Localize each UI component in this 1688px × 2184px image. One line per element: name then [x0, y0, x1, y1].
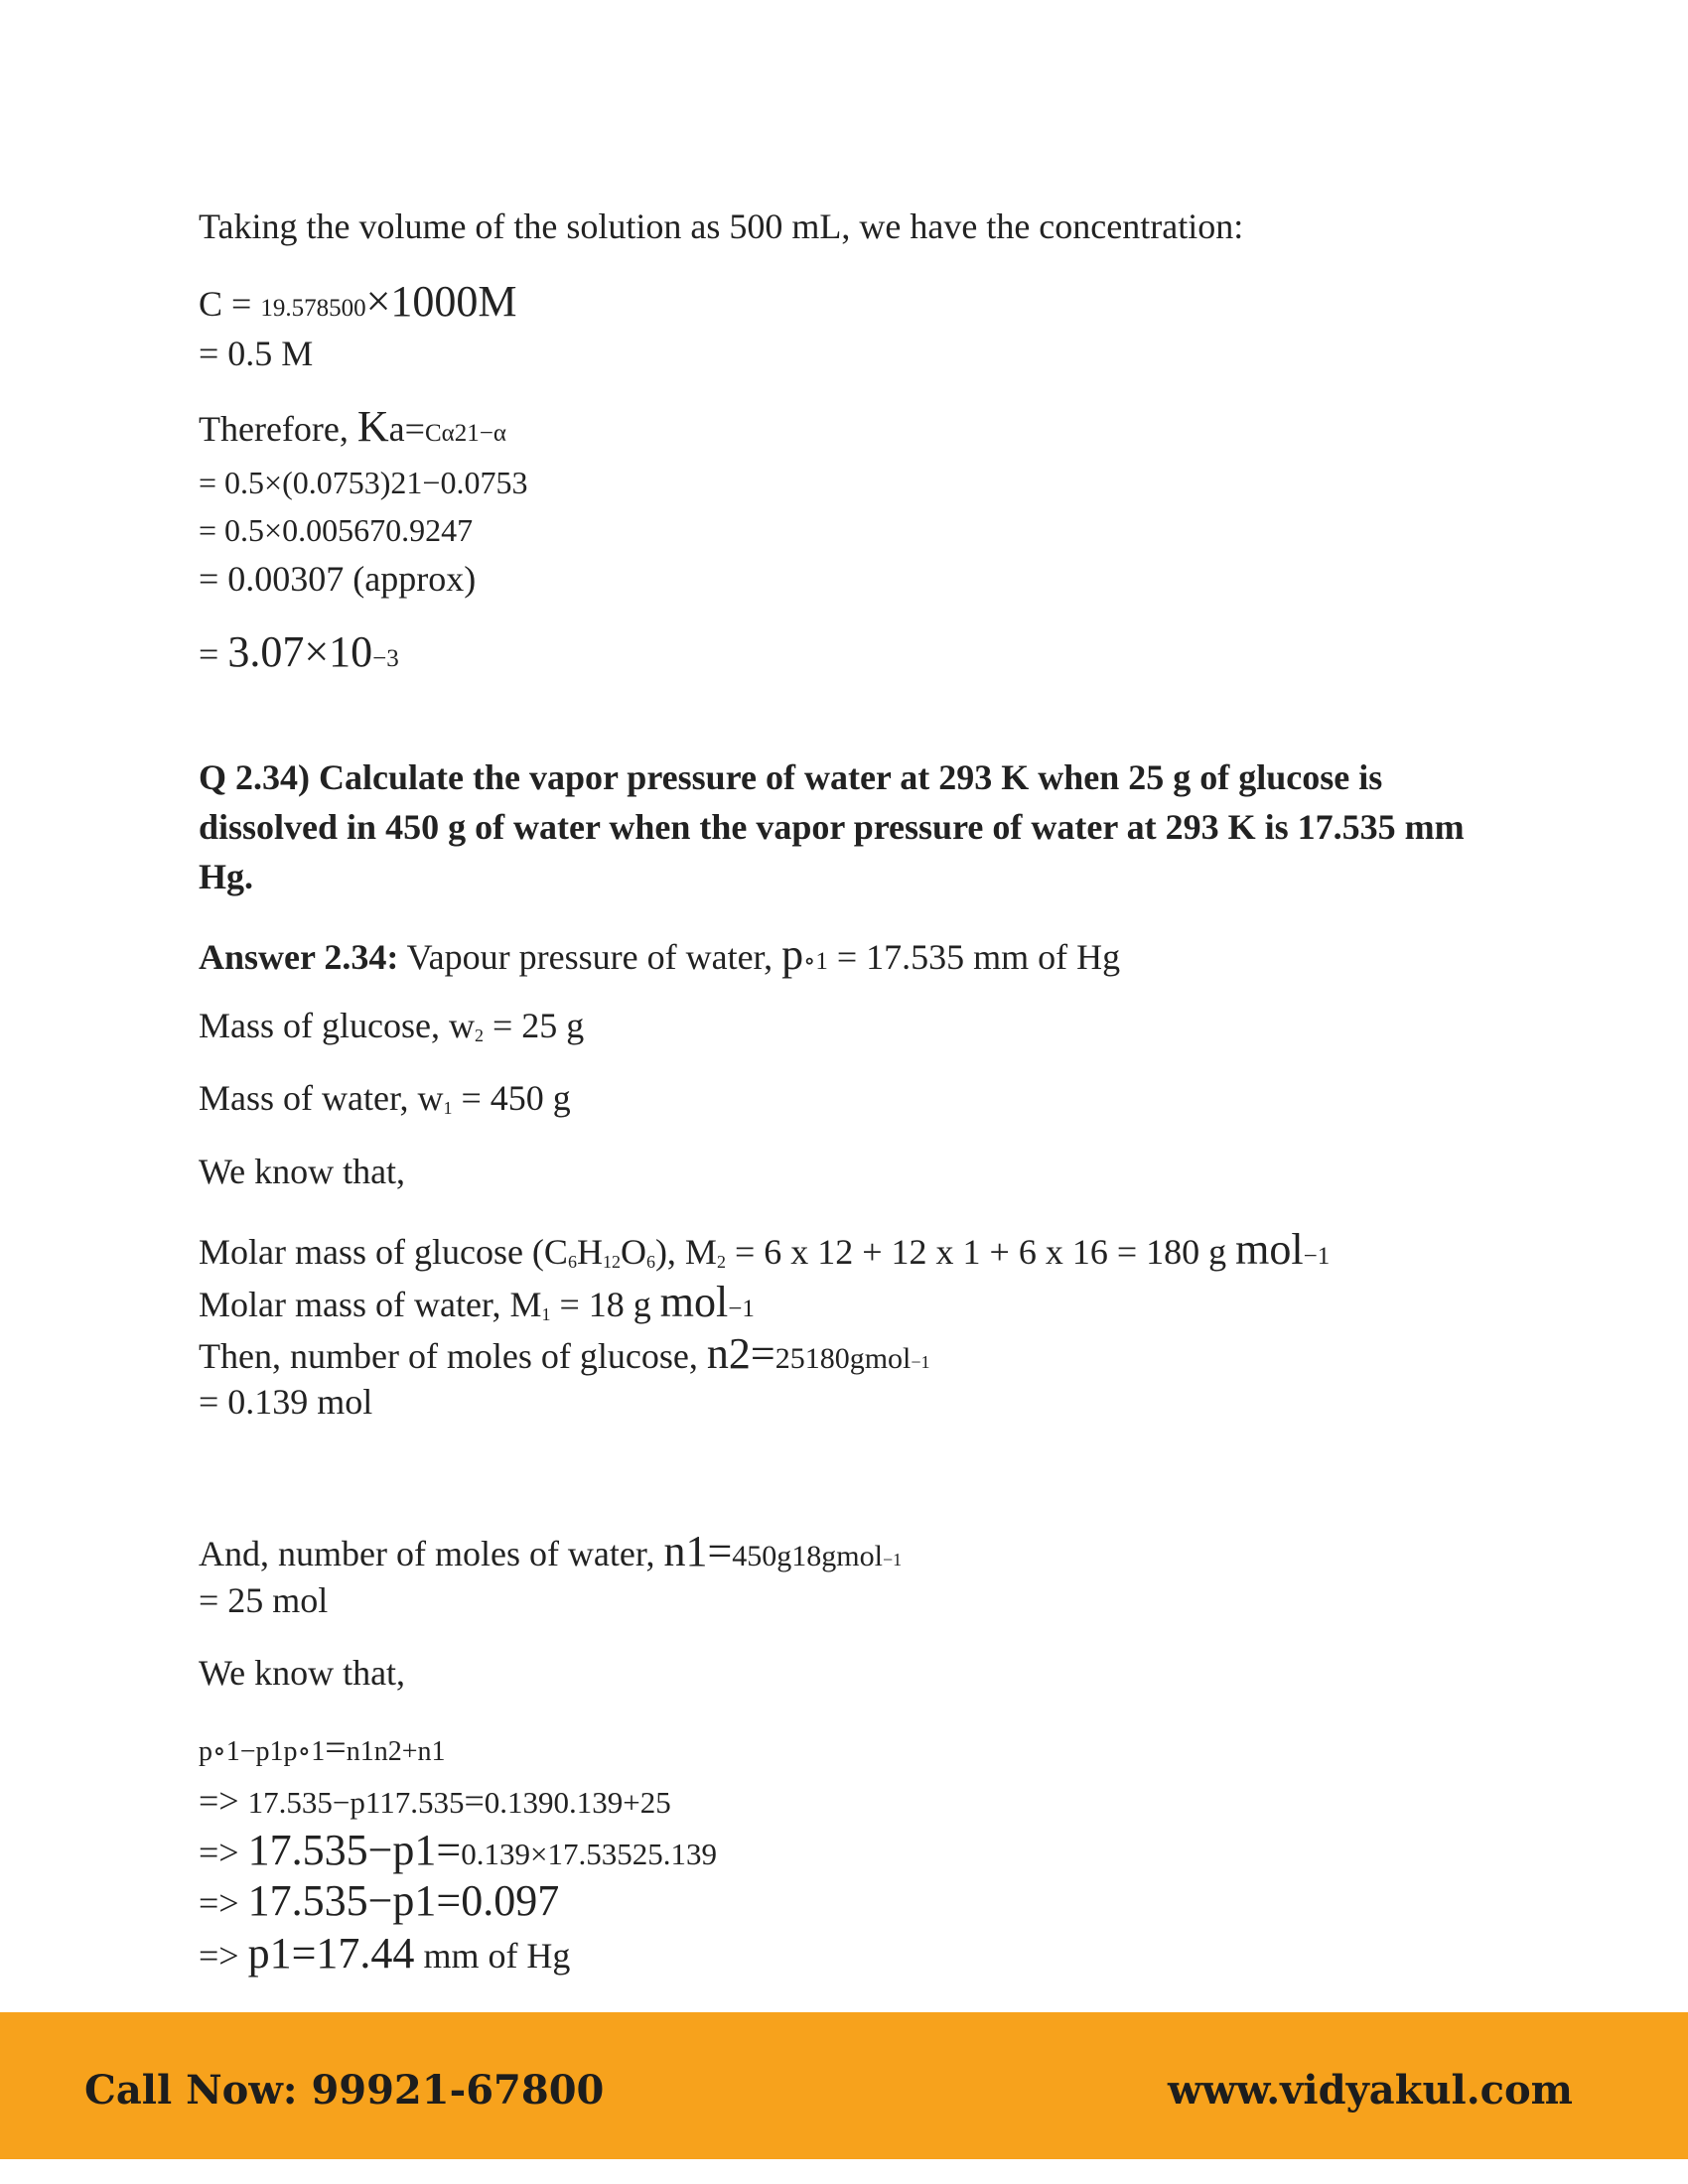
raoult-equation: p∘1−p1p∘1=n1n2+n1	[199, 1727, 446, 1769]
equation-step-4: => p1=17.44 mm of Hg	[199, 1929, 571, 1978]
intro-text: Taking the volume of the solution as 500 mL, we have the concentration:	[199, 206, 1244, 246]
call-now-text[interactable]: Call Now: 99921-67800	[84, 2067, 605, 2114]
ka-final: = 3.07×10−3	[199, 627, 399, 676]
ka-step-1: = 0.5×(0.0753)21−0.0753	[199, 465, 528, 500]
glucose-mass: Mass of glucose, $w_2 = 25$ g	[199, 1006, 585, 1045]
ka-equation: Therefore, Ka=Cα21−α	[199, 402, 506, 451]
question-heading: Q 2.34) Calculate the vapor pressure of water at 293 K when 25 g of glucose is dissolved in 450 g of water when the vapor pressure of water at 293 K is 17.535 mm Hg.	[199, 757, 1465, 896]
moles-water-result: = 25 mol	[199, 1580, 329, 1620]
moles-water: And, number of moles of water, n1=450g18gmol−1	[199, 1527, 903, 1575]
ka-step-2: = 0.5×0.005670.9247	[199, 512, 474, 548]
know-that-1: We know that,	[199, 1152, 406, 1191]
concentration-result: = 0.5 M	[199, 334, 314, 373]
moles-glucose: Then, number of moles of glucose, n2=25180gmol−1	[199, 1329, 930, 1378]
answer-label: Answer 2.34:	[199, 937, 399, 977]
know-that-2: We know that,	[199, 1653, 406, 1693]
moles-glucose-result: = 0.139 mol	[199, 1382, 373, 1422]
equation-step-3: => 17.535−p1=0.097	[199, 1876, 560, 1925]
website-link[interactable]: www.vidyakul.com	[1167, 2067, 1573, 2114]
equation-step-2: => 17.535−p1=0.139×17.53525.139	[199, 1826, 717, 1874]
footer-banner	[0, 2012, 1688, 2159]
molar-mass-water: Molar mass of water, $M_1 = 18$ g mol−1	[199, 1278, 755, 1326]
ka-step-3: = 0.00307 (approx)	[199, 559, 477, 599]
water-mass: Mass of water, $w_1 = 450$ g	[199, 1078, 571, 1118]
equation-step-1: => 17.535−p117.535=0.1390.139+25	[199, 1781, 671, 1821]
concentration-equation: C = 19.578500×1000M	[199, 277, 517, 326]
answer-line: Answer 2.34: Vapour pressure of water, p∘1 = 17.535 mm of Hg	[199, 930, 1121, 979]
molar-mass-glucose: Molar mass of glucose $(C_6H_{12}O_6)$, $M_2 = 6$ x 12 + 12 x 1 + 6 x 16 = 180 g mol−1	[199, 1225, 1331, 1274]
